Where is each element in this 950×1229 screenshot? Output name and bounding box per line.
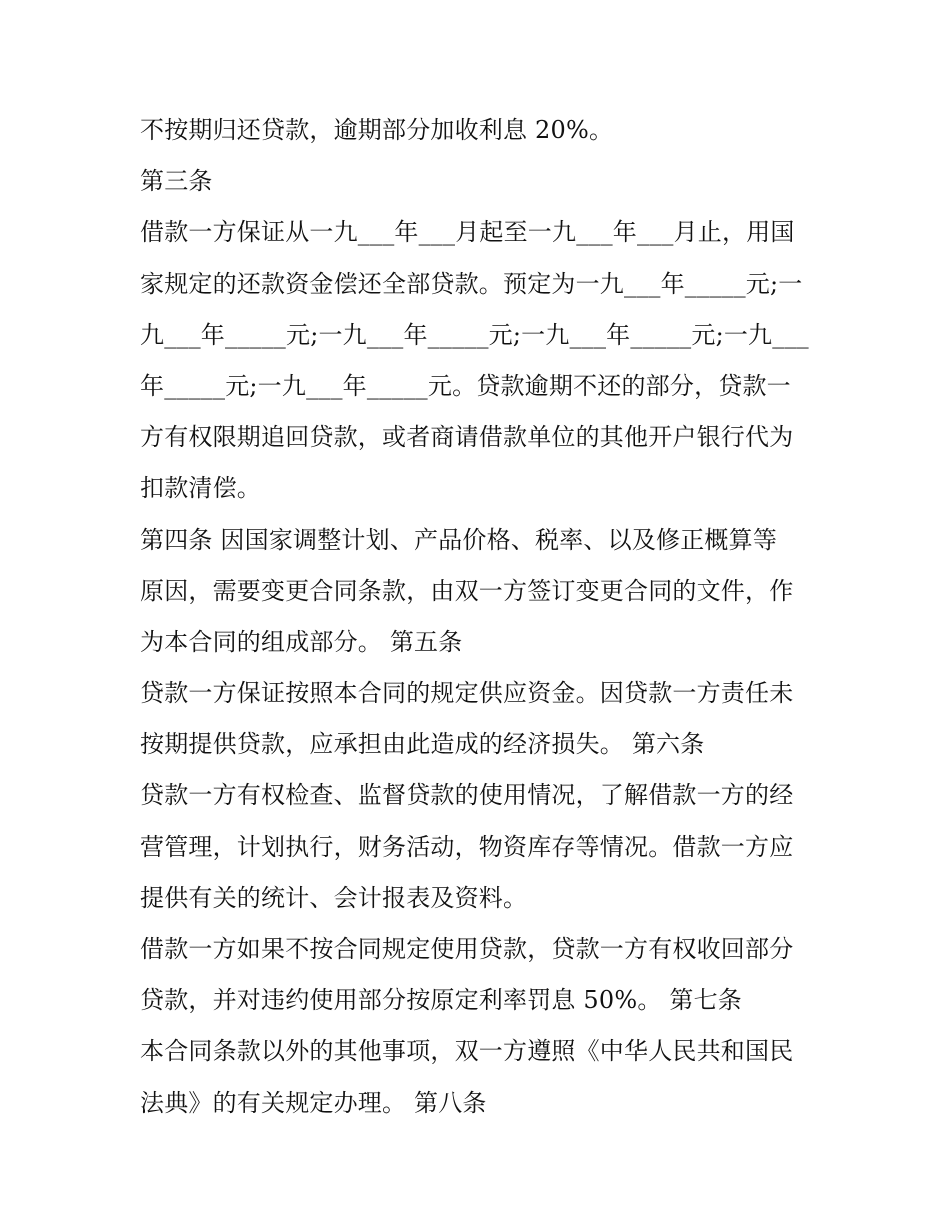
text-line: 不按期归还贷款，逾期部分加收利息 20%。 <box>140 116 614 144</box>
text-line: 贷款一方保证按照本合同的规定供应资金。因贷款一方责任未 <box>140 679 794 708</box>
text-line: 家规定的还款资金偿还全部贷款。预定为一九___年_____元;一 <box>140 269 803 298</box>
text-line: 借款一方保证从一九___年___月起至一九___年___月止，用国 <box>140 218 795 247</box>
text-line: 营管理，计划执行，财务活动，物资库存等情况。借款一方应 <box>140 832 794 861</box>
text-line: 贷款一方有权检查、监督贷款的使用情况，了解借款一方的经 <box>140 781 794 810</box>
text-line: 法典》的有关规定办理。 第八条 <box>140 1088 487 1117</box>
text-line: 按期提供贷款，应承担由此造成的经济损失。 第六条 <box>140 730 705 759</box>
text-line: 扣款清偿。 <box>140 474 261 503</box>
text-line: 方有权限期追回贷款，或者商请借款单位的其他开户银行代为 <box>140 423 794 452</box>
text-line: 贷款，并对违约使用部分按原定利率罚息 50%。 第七条 <box>140 986 742 1015</box>
text-line: 本合同条款以外的其他事项，双一方遵照《中华人民共和国民 <box>140 1037 794 1066</box>
article-heading: 第三条 <box>140 167 213 196</box>
text-line: 提供有关的统计、会计报表及资料。 <box>140 883 528 912</box>
text-line: 年_____元;一九___年_____元。贷款逾期不还的部分，贷款一 <box>140 371 791 400</box>
text-line: 第四条 因国家调整计划、产品价格、税率、以及修正概算等 <box>140 525 778 554</box>
document-body <box>140 110 820 1134</box>
text-line: 九___年_____元;一九___年_____元;一九___年_____元;一九___ <box>140 320 809 349</box>
text-line: 为本合同的组成部分。 第五条 <box>140 627 463 656</box>
text-line: 原因，需要变更合同条款，由双一方签订变更合同的文件，作 <box>140 576 794 605</box>
text-line: 借款一方如果不按合同规定使用贷款，贷款一方有权收回部分 <box>140 935 794 963</box>
